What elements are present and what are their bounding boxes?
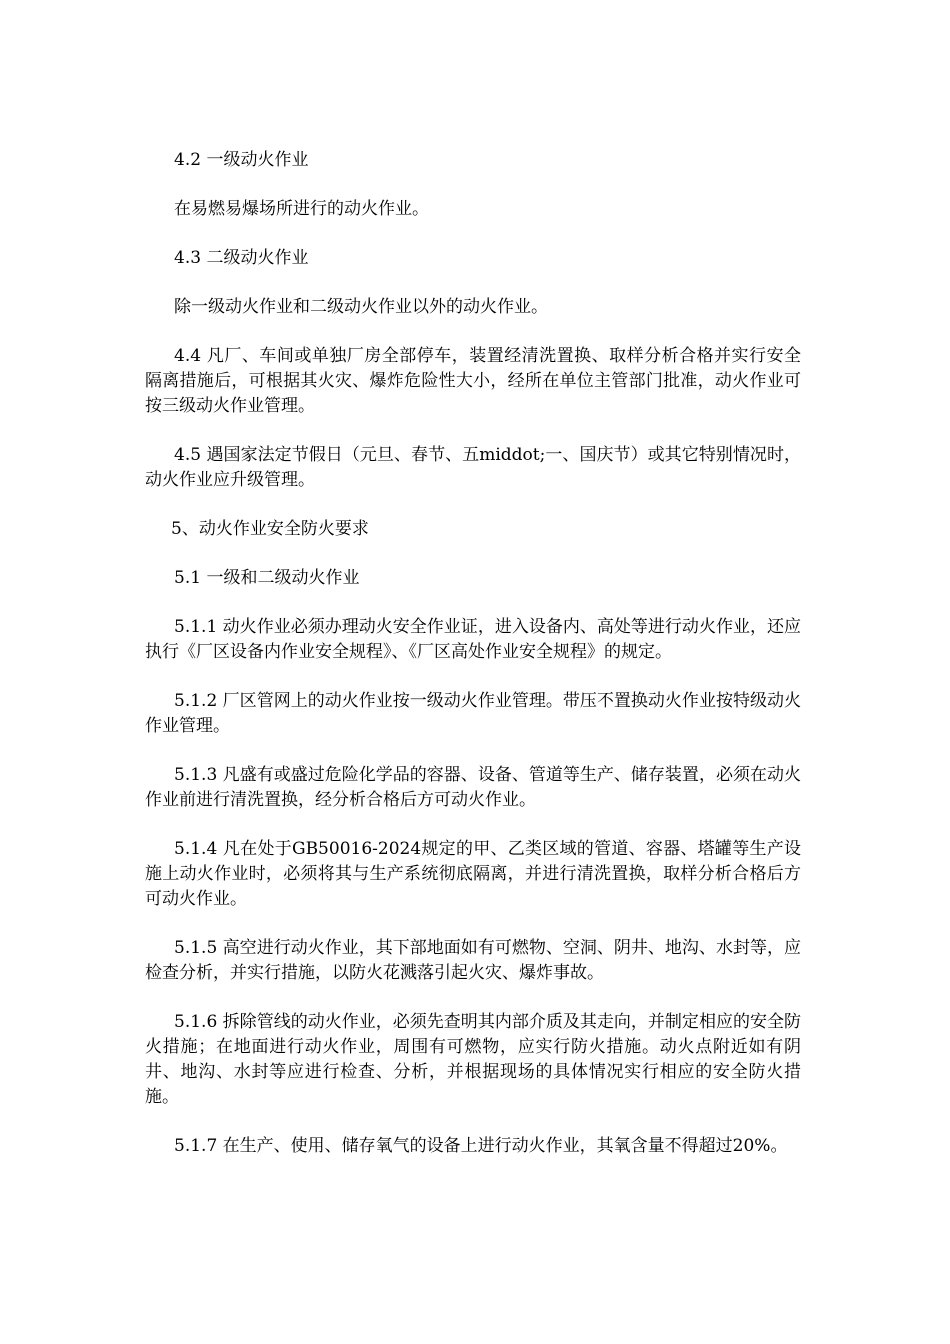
section-heading-4-2: 4.2 一级动火作业 (174, 150, 309, 170)
document-body (145, 148, 801, 1183)
paragraph-4-2-definition: 在易燃易爆场所进行的动火作业。 (174, 199, 429, 219)
section-heading-5: 5、动火作业安全防火要求 (171, 519, 369, 539)
paragraph-5-1-3: 5.1.3 凡盛有或盛过危险化学品的容器、设备、管道等生产、储存装置，必须在动火作业前进行清洗置换，经分析合格后方可动火作业。 (145, 765, 801, 810)
paragraph-5-1-6: 5.1.6 拆除管线的动火作业，必须先查明其内部介质及其走向，并制定相应的安全防火措施；在地面进行动火作业，周围有可燃物，应实行防火措施。动火点附近如有阴井、地沟、水封等应进行检查、分析，并根据现场的具体情况实行相应的安全防火措施。 (145, 1012, 801, 1107)
paragraph-5-1-2: 5.1.2 厂区管网上的动火作业按一级动火作业管理。带压不置换动火作业按特级动火作业管理。 (145, 691, 801, 736)
section-heading-5-1: 5.1 一级和二级动火作业 (174, 568, 360, 588)
paragraph-5-1-7: 5.1.7 在生产、使用、储存氧气的设备上进行动火作业，其氧含量不得超过20%。 (174, 1136, 788, 1156)
paragraph-4-3-definition: 除一级动火作业和二级动火作业以外的动火作业。 (174, 297, 548, 317)
paragraph-4-4: 4.4 凡厂、车间或单独厂房全部停车，装置经清洗置换、取样分析合格并实行安全隔离措施后，可根据其火灾、爆炸危险性大小，经所在单位主管部门批准，动火作业可按三级动火作业管理。 (145, 346, 801, 416)
paragraph-4-5: 4.5 遇国家法定节假日（元旦、春节、五middot;一、国庆节）或其它特别情况时，动火作业应升级管理。 (145, 445, 801, 490)
paragraph-5-1-5: 5.1.5 高空进行动火作业，其下部地面如有可燃物、空洞、阴井、地沟、水封等，应检查分析，并实行措施，以防火花溅落引起火灾、爆炸事故。 (145, 938, 801, 983)
section-heading-4-3: 4.3 二级动火作业 (174, 248, 309, 268)
paragraph-5-1-1: 5.1.1 动火作业必须办理动火安全作业证，进入设备内、高处等进行动火作业，还应执行《厂区设备内作业安全规程》、《厂区高处作业安全规程》的规定。 (145, 617, 801, 662)
paragraph-5-1-4: 5.1.4 凡在处于GB50016-2024规定的甲、乙类区域的管道、容器、塔罐等生产设施上动火作业时，必须将其与生产系统彻底隔离，并进行清洗置换，取样分析合格后方可动火作业。 (145, 839, 801, 909)
